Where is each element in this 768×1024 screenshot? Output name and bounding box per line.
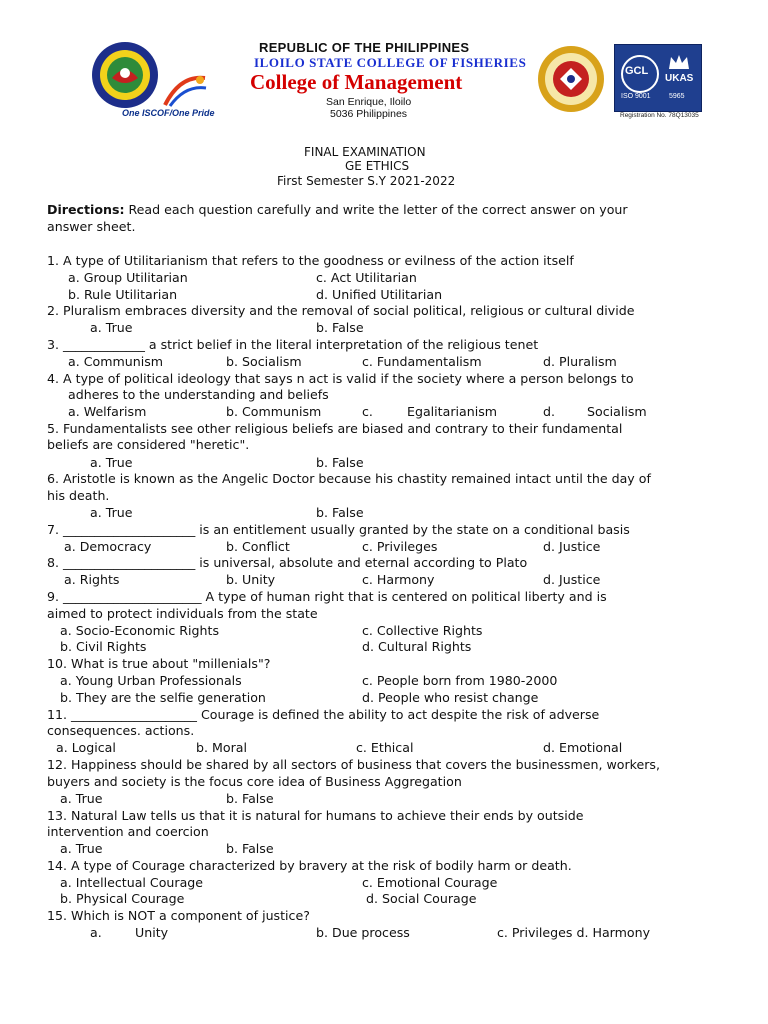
option-11d: d. Emotional [543, 740, 623, 755]
option-11a: a. Logical [56, 740, 116, 755]
question-3: 3. _____________ a strict belief in the literal interpretation of the religious tenet [47, 337, 539, 352]
school-name: ILOILO STATE COLLEGE OF FISHERIES [254, 55, 527, 70]
question-12: 12. Happiness should be shared by all sectors of business that covers the businessmen, workers, [47, 757, 660, 772]
question-11-cont: consequences. actions. [47, 723, 195, 738]
republic-heading: REPUBLIC OF THE PHILIPPINES [259, 40, 470, 55]
ukas-crown-icon [667, 53, 691, 71]
option-3a: a. Communism [68, 354, 164, 369]
directions-line-2: answer sheet. [47, 219, 136, 234]
header [0, 0, 768, 120]
question-5-cont: beliefs are considered "heretic". [47, 437, 250, 452]
option-2b: b. False [316, 320, 364, 335]
question-9: 9. ______________________ A type of human right that is centered on political liberty and is [47, 589, 607, 604]
question-2: 2. Pluralism embraces diversity and the removal of social political, religious or cultural divide [47, 303, 635, 318]
option-4d: Socialism [587, 404, 647, 419]
question-13-cont: intervention and coercion [47, 824, 209, 839]
option-9d: d. Cultural Rights [362, 639, 472, 654]
question-12-cont: buyers and society is the focus core idea of Business Aggregation [47, 774, 462, 789]
question-1: 1. A type of Utilitarianism that refers to the goodness or evilness of the action itself [47, 253, 574, 268]
certification-badge [614, 44, 702, 112]
option-14a: a. Intellectual Courage [60, 875, 204, 890]
option-4c: Egalitarianism [407, 404, 498, 419]
option-7b: b. Conflict [226, 539, 290, 554]
question-6-cont: his death. [47, 488, 110, 503]
option-7d: d. Justice [543, 539, 601, 554]
question-11: 11. ____________________ Courage is defined the ability to act despite the risk of adverse [47, 707, 600, 722]
option-1a: a. Group Utilitarian [68, 270, 188, 285]
address-line-1: San Enrique, Iloilo [326, 96, 412, 108]
question-9-cont: aimed to protect individuals from the state [47, 606, 318, 621]
registration-number: Registration No. 78Q13035 [620, 112, 699, 119]
question-10: 10. What is true about "millenials"? [47, 656, 271, 671]
option-11c: c. Ethical [356, 740, 414, 755]
question-5: 5. Fundamentalists see other religious beliefs are biased and contrary to their fundamental [47, 421, 623, 436]
option-8d: d. Justice [543, 572, 601, 587]
option-10c: c. People born from 1980-2000 [362, 673, 558, 688]
option-8c: c. Harmony [362, 572, 435, 587]
left-logo-caption: One ISCOF/One Pride [122, 108, 215, 118]
gcl-label: GCL [625, 65, 649, 77]
question-13: 13. Natural Law tells us that it is natural for humans to achieve their ends by outside [47, 808, 584, 823]
exam-semester: First Semester S.Y 2021-2022 [277, 174, 456, 188]
option-15a: Unity [135, 925, 169, 940]
option-14d: d. Social Courage [366, 891, 477, 906]
option-4a: a. Welfarism [68, 404, 147, 419]
option-3c: c. Fundamentalism [362, 354, 482, 369]
directions-text: Read each question carefully and write the letter of the correct answer on your [124, 202, 628, 217]
option-4b: b. Communism [226, 404, 322, 419]
option-9b: b. Civil Rights [60, 639, 147, 654]
option-13a: a. True [60, 841, 103, 856]
address-line-2: 5036 Philippines [330, 108, 408, 120]
option-15a-letter: a. [90, 925, 102, 940]
option-10d: d. People who resist change [362, 690, 539, 705]
option-6a: a. True [90, 505, 133, 520]
option-9a: a. Socio-Economic Rights [60, 623, 220, 638]
question-6: 6. Aristotle is known as the Angelic Doctor because his chastity remained intact until the day of [47, 471, 651, 486]
option-6b: b. False [316, 505, 364, 520]
option-1d: d. Unified Utilitarian [316, 287, 443, 302]
directions-label: Directions: [47, 202, 125, 217]
option-7a: a. Democracy [64, 539, 152, 554]
question-7: 7. _____________________ is an entitlement usually granted by the state on a conditional basis [47, 522, 630, 537]
directions-line-1 [47, 202, 628, 218]
option-5b: b. False [316, 455, 364, 470]
question-8: 8. _____________________ is universal, absolute and eternal according to Plato [47, 555, 528, 570]
one-pride-emblem [160, 70, 210, 110]
option-12a: a. True [60, 791, 103, 806]
college-name: College of Management [250, 70, 463, 94]
question-14: 14. A type of Courage characterized by bravery at the risk of bodily harm or death. [47, 858, 572, 873]
option-8a: a. Rights [64, 572, 120, 587]
option-4c-letter: c. [362, 404, 373, 419]
option-13b: b. False [226, 841, 274, 856]
option-4d-letter: d. [543, 404, 555, 419]
option-10b: b. They are the selfie generation [60, 690, 266, 705]
option-15b: b. Due process [316, 925, 410, 940]
question-4: 4. A type of political ideology that says n act is valid if the society where a person belongs to [47, 371, 634, 386]
option-12b: b. False [226, 791, 274, 806]
option-9c: c. Collective Rights [362, 623, 483, 638]
ukas-label: UKAS [665, 73, 694, 84]
question-4-cont: adheres to the understanding and beliefs [68, 387, 329, 402]
option-14c: c. Emotional Courage [362, 875, 498, 890]
college-seal-logo [536, 44, 606, 114]
option-3b: b. Socialism [226, 354, 302, 369]
option-3d: d. Pluralism [543, 354, 617, 369]
option-1b: b. Rule Utilitarian [68, 287, 178, 302]
option-15cd: c. Privileges d. Harmony [497, 925, 651, 940]
option-11b: b. Moral [196, 740, 247, 755]
option-5a: a. True [90, 455, 133, 470]
exam-title: FINAL EXAMINATION [304, 145, 426, 159]
iso-label: ISO 9001 [621, 93, 651, 100]
option-1c: c. Act Utilitarian [316, 270, 417, 285]
cert-number: 5965 [669, 93, 685, 100]
exam-subject: GE ETHICS [345, 159, 410, 173]
option-10a: a. Young Urban Professionals [60, 673, 242, 688]
option-2a: a. True [90, 320, 133, 335]
option-7c: c. Privileges [362, 539, 438, 554]
question-15: 15. Which is NOT a component of justice? [47, 908, 310, 923]
iscof-seal-logo [90, 40, 160, 110]
option-8b: b. Unity [226, 572, 276, 587]
option-14b: b. Physical Courage [60, 891, 185, 906]
